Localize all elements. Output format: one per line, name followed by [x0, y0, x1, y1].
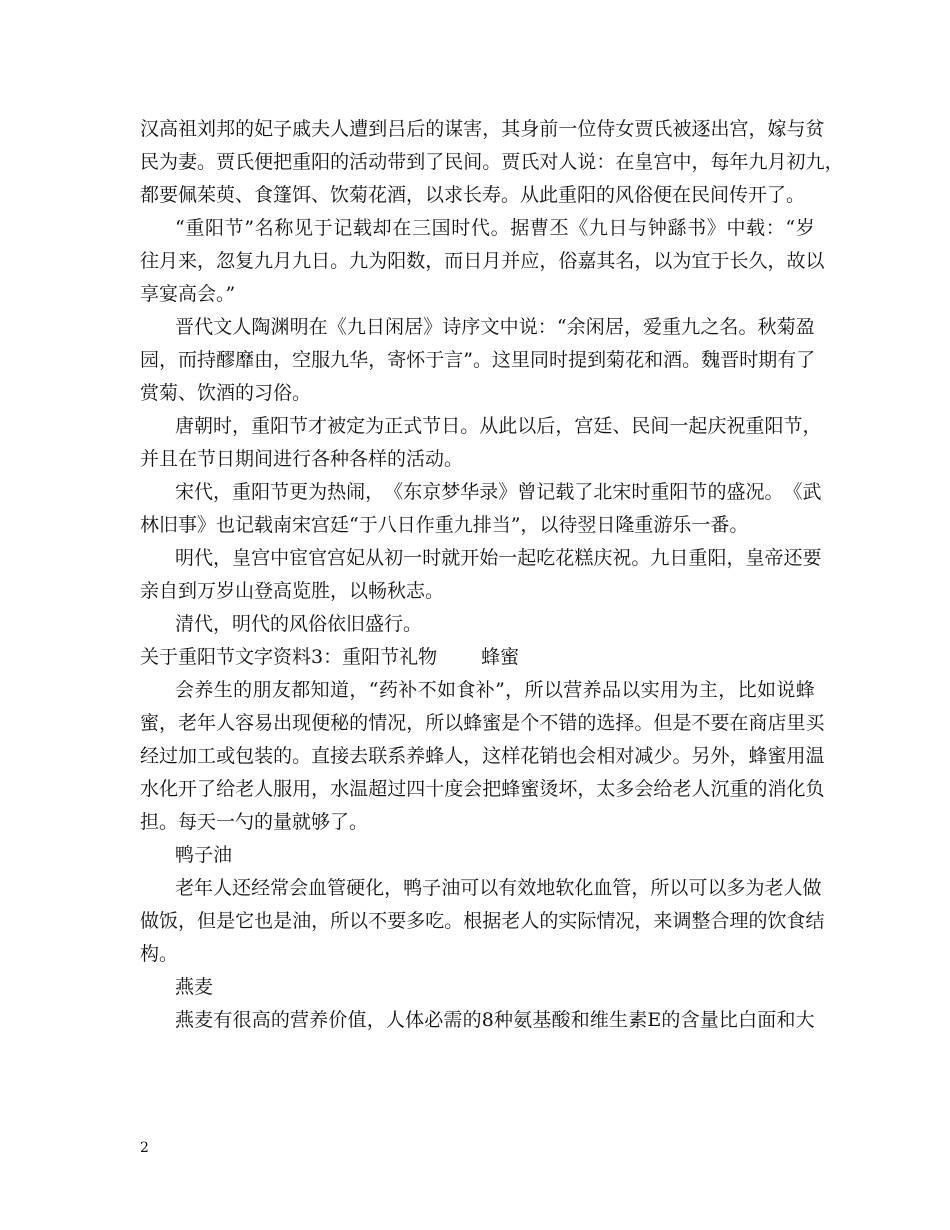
text-line: 民 为 妻 。 贾 氏 便 把 重 阳 的 活 动 带 到 了 民 间 。 贾 氏 对 人 说 ： 在 皇 宫 中 ， 每 年 九 月 初 九 ， — [140, 151, 844, 173]
text-line: 宋 代 ， 重 阳 节 更 为 热 闹 ， 《 东 京 梦 华 录 》 曾 记 载 了 北 宋 时 重 阳 节 的 盛 况 。 《 武 — [175, 481, 822, 503]
text-line: 明 代 ， 皇 宫 中 宦 官 宫 妃 从 初 一 时 就 开 始 一 起 吃 花 糕 庆 祝 。 九 日 重 阳 ， 皇 帝 还 要 — [175, 547, 822, 569]
document-body — [140, 113, 844, 1037]
text-line: 担。每天一勺的量就够了。 — [140, 811, 369, 833]
text-line: 蜜 ， 老 年 人 容 易 出 现 便 秘 的 情 况 ， 所 以 蜂 蜜 是 个 不 错 的 选 择 。 但 是 不 要 在 商 店 里 买 — [140, 712, 825, 734]
text-line: 做 饭 ， 但 是 它 也 是 油 ， 所 以 不 要 多 吃 。 根 据 老 人 的 实 际 情 况 ， 来 调 整 合 理 的 饮 食 结 — [140, 910, 825, 932]
text-line: 享宴高会。” — [140, 283, 236, 305]
text-line: 老 年 人 还 经 常 会 血 管 硬 化 ， 鸭 子 油 可 以 有 效 地 软 化 血 管 ， 所 以 可 以 多 为 老 人 做 — [175, 877, 822, 899]
text-line: 构。 — [140, 943, 179, 965]
subheading-honey: 蜂蜜 — [481, 646, 520, 668]
subheading-duck-oil: 鸭子油 — [175, 844, 233, 866]
text-line: 亲自到万岁山登高览胜，以畅秋志。 — [140, 580, 445, 602]
section-heading — [140, 641, 815, 674]
text-line: 往 月 来 ， 忽 复 九 月 九 日 。 九 为 阳 数 ， 而 日 月 并 应 ， 俗 嘉 其 名 ， 以 为 宜 于 长 久 ， 故 以 — [140, 250, 825, 272]
text-line: 唐 朝 时 ， 重 阳 节 才 被 定 为 正 式 节 日 。 从 此 以 后 ， 宫 廷 、 民 间 一 起 庆 祝 重 阳 节 ， — [175, 415, 822, 437]
text-line: 并且在节日期间进行各种各样的活动。 — [140, 448, 464, 470]
text-line: 经 过 加 工 或 包 装 的 。 直 接 去 联 系 养 蜂 人 ， 这 样 花 销 也 会 相 对 减 少 。 另 外 ， 蜂 蜜 用 温 — [140, 745, 825, 767]
text-line: “ 重 阳 节 ” 名 称 见 于 记 载 却 在 三 国 时 代 。 据 曹 丕 《 九 日 与 钟 繇 书 》 中 载 ： “ 岁 — [175, 217, 815, 239]
section-heading-title: 关于重阳节文字资料3：重阳节礼物 — [140, 646, 438, 668]
text-line: 都要佩茱萸、食篷饵、饮菊花酒，以求长寿。从此重阳的风俗便在民间传开了。 — [140, 184, 806, 206]
text-line: 晋 代 文 人 陶 渊 明 在 《 九 日 闲 居 》 诗 序 文 中 说 ： “ 余 闲 居 ， 爱 重 九 之 名 。 秋 菊 盈 — [175, 316, 815, 338]
subheading-oats: 燕麦 — [175, 976, 214, 998]
text-line: 燕 麦 有 很 高 的 营 养 价 值 ， 人 体 必 需 的 8 种 氨 基 酸 和 维 生 素 E 的 含 量 比 白 面 和 大 — [175, 1009, 815, 1031]
text-line: 林旧事》也记载南宋宫廷“于八日作重九排当”，以待翌日隆重游乐一番。 — [140, 514, 749, 536]
text-line: 园 ， 而 持 醪 靡 由 ， 空 服 九 华 ， 寄 怀 于 言 ” 。 这 里 同 时 提 到 菊 花 和 酒 。 魏 晋 时 期 有 了 — [140, 349, 816, 371]
text-line: 水 化 开 了 给 老 人 服 用 ， 水 温 超 过 四 十 度 会 把 蜂 蜜 烫 坏 ， 太 多 会 给 老 人 沉 重 的 消 化 负 — [140, 778, 825, 800]
text-line: 清代，明代的风俗依旧盛行。 — [175, 613, 423, 635]
text-line: 会 养 生 的 朋 友 都 知 道 ， “ 药 补 不 如 食 补 ” ， 所 以 营 养 品 以 实 用 为 主 ， 比 如 说 蜂 — [175, 679, 815, 701]
page-number: 2 — [140, 1140, 149, 1156]
text-line: 汉 高 祖 刘 邦 的 妃 子 戚 夫 人 遭 到 吕 后 的 谋 害 ， 其 身 前 一 位 侍 女 贾 氏 被 逐 出 宫 ， 嫁 与 贫 — [140, 118, 825, 140]
text-line: 赏菊、饮酒的习俗。 — [140, 382, 312, 404]
